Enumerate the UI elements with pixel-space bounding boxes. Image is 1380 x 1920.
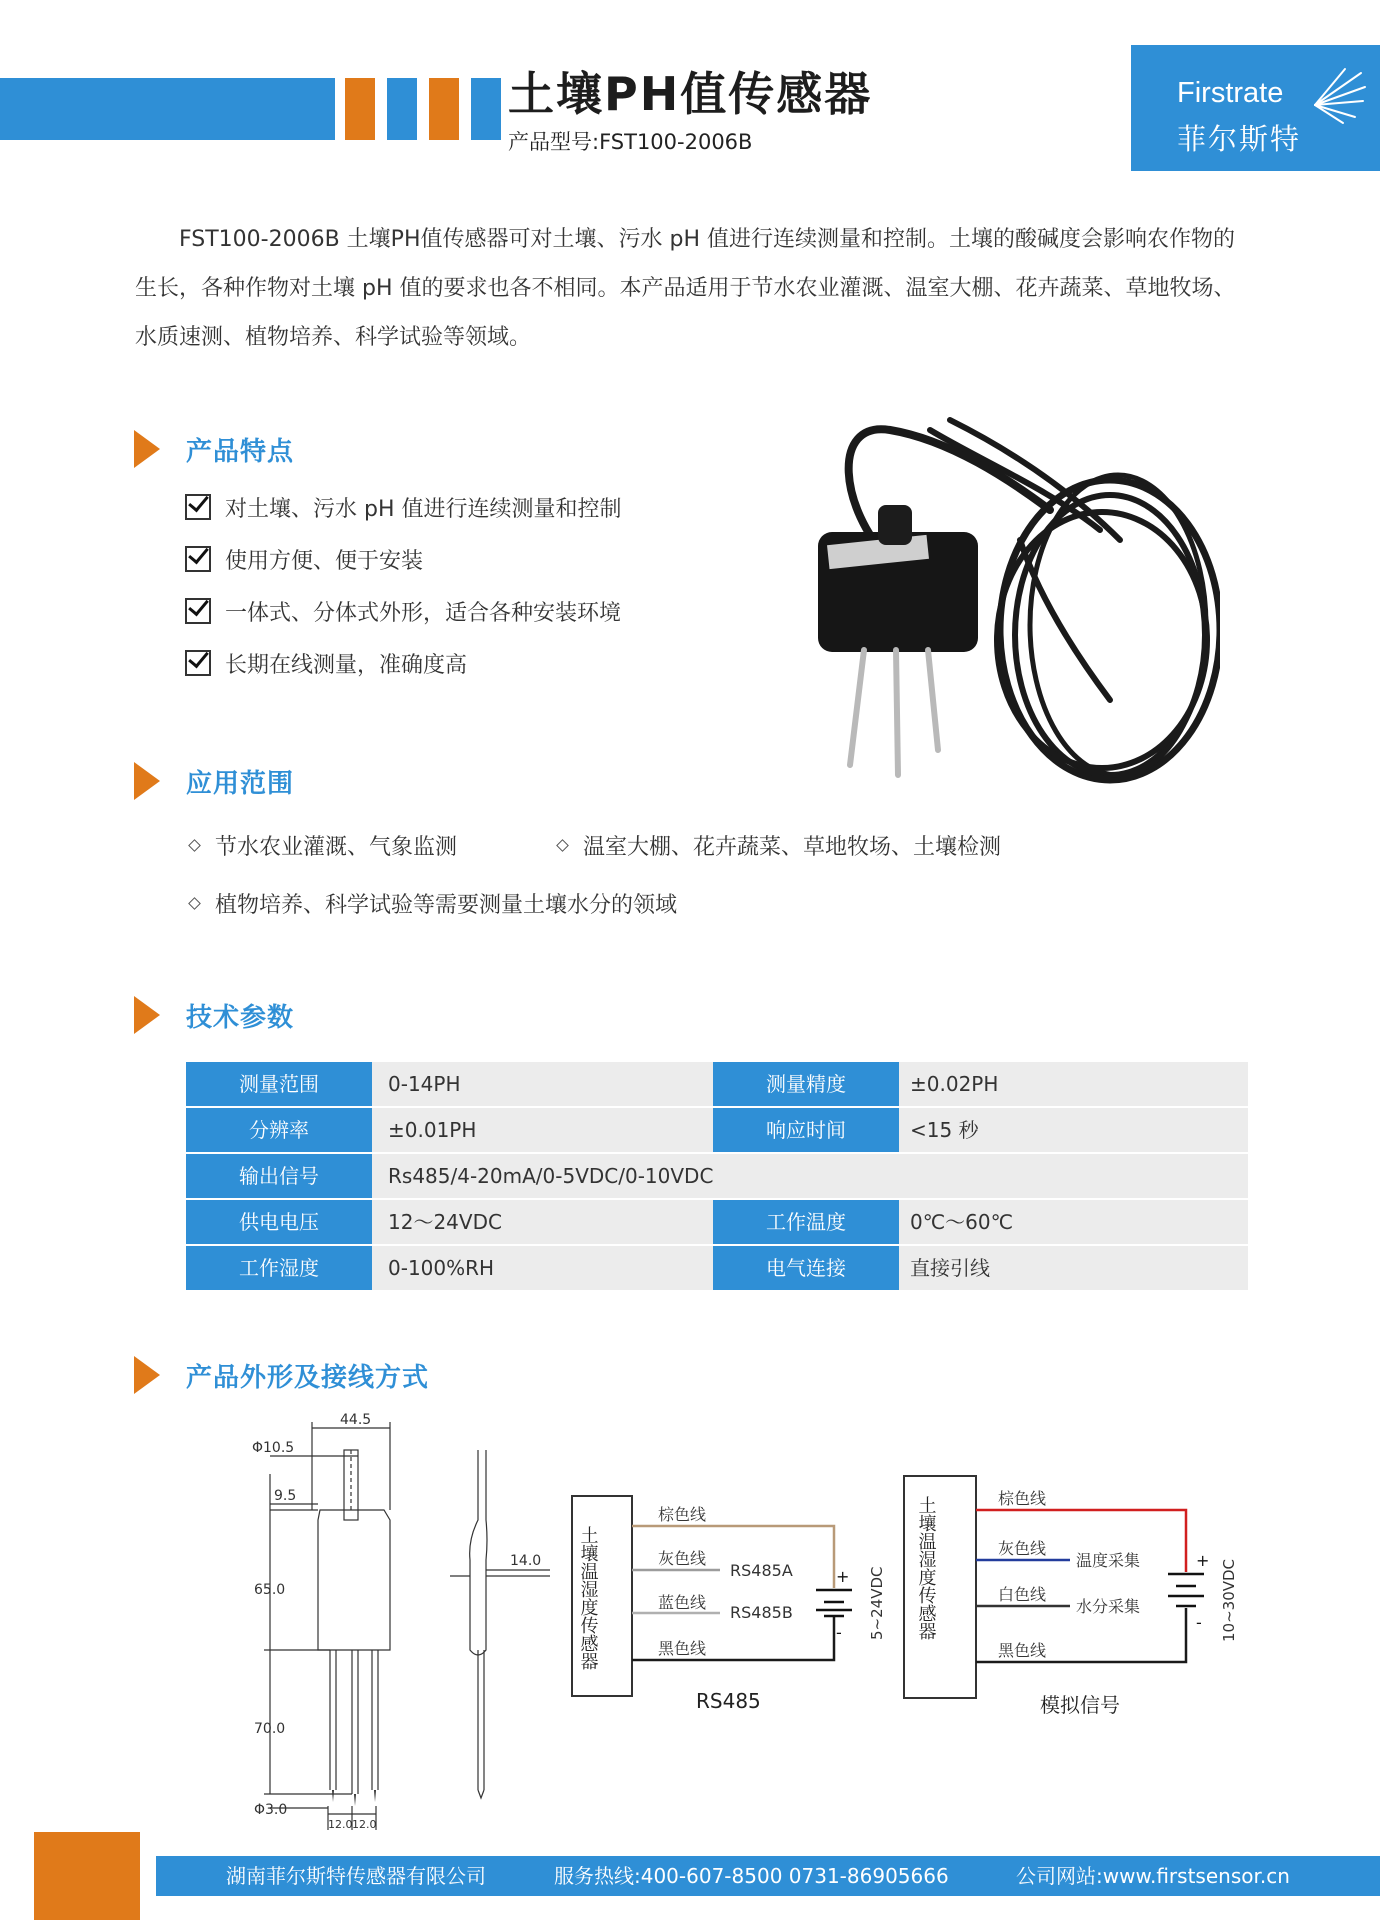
dim-pitch: 12.0 [352, 1818, 377, 1830]
header-accent-bar [0, 78, 335, 140]
spec-value: 0-14PH [388, 1072, 461, 1096]
dim-width: 44.5 [340, 1412, 372, 1428]
signal-label: RS485A [730, 1561, 793, 1580]
checkbox-icon [185, 598, 211, 624]
table-row [186, 1246, 1248, 1290]
spec-label: 电气连接 [713, 1246, 899, 1290]
spec-value: 直接引线 [910, 1256, 990, 1280]
dim-probe-diameter: Φ3.0 [254, 1802, 288, 1818]
footer-bar [156, 1856, 1380, 1896]
spec-table [186, 1062, 1248, 1292]
wire-label: 灰色线 [658, 1549, 707, 1568]
signal-label: RS485B [730, 1603, 793, 1622]
table-row [186, 1062, 1248, 1106]
dim-probe-length: 70.0 [254, 1721, 286, 1737]
section-title-applications: 应用范围 [186, 769, 295, 799]
minus-sign: - [1196, 1613, 1202, 1632]
section-title-wiring: 产品外形及接线方式 [186, 1363, 430, 1393]
section-arrow-icon [134, 762, 160, 800]
spec-label: 输出信号 [186, 1154, 372, 1198]
diamond-bullet-icon [188, 897, 201, 910]
spec-value: Rs485/4-20mA/0-5VDC/0-10VDC [388, 1164, 714, 1188]
application-item: 植物培养、科学试验等需要测量土壤水分的领域 [190, 888, 677, 919]
wire-label: 棕色线 [658, 1505, 707, 1524]
wire-label: 黑色线 [998, 1641, 1047, 1660]
checkbox-icon [185, 650, 211, 676]
plus-sign: + [1196, 1551, 1210, 1570]
dim-body-height: 65.0 [254, 1582, 286, 1598]
feature-item: 长期在线测量，准确度高 [185, 648, 467, 679]
feature-item: 一体式、分体式外形，适合各种安装环境 [185, 596, 621, 627]
header-stripe [345, 78, 375, 140]
signal-label: 水分采集 [1076, 1597, 1141, 1616]
brand-logo [1131, 45, 1380, 171]
wire-label: 灰色线 [998, 1539, 1047, 1558]
product-model: 产品型号:FST100-2006B [508, 130, 753, 154]
application-item: 节水农业灌溉、气象监测 [190, 830, 457, 861]
section-arrow-icon [134, 430, 160, 468]
spec-value: 12～24VDC [388, 1210, 502, 1234]
plus-sign: + [836, 1567, 850, 1586]
intro-paragraph: FST100-2006B 土壤PH值传感器可对土壤、污水 pH 值进行连续测量和控制。土壤的酸碱度会影响农作物的生长，各种作物对土壤 pH 值的要求也各不相同。本产品适用于节水农业灌溉、温室大棚、花卉蔬菜、草地牧场、水质速测、植物培养、科学试验等领域。 [135, 227, 1236, 350]
minus-sign: - [836, 1623, 842, 1642]
dim-cable-diameter: Φ10.5 [252, 1440, 295, 1456]
logo-english: Firstrate [1177, 77, 1284, 109]
supply-voltage: 5~24VDC [868, 1566, 886, 1640]
wire-label: 蓝色线 [658, 1593, 707, 1612]
analog-wiring-diagram [900, 1460, 1240, 1730]
header-stripe [471, 78, 501, 140]
spec-label: 响应时间 [713, 1108, 899, 1152]
spec-label: 测量精度 [713, 1062, 899, 1106]
section-arrow-icon [134, 1356, 160, 1394]
page-title: 土壤PH值传感器 [508, 67, 873, 121]
spec-value: 0-100%RH [388, 1256, 495, 1280]
signal-label: 温度采集 [1076, 1551, 1141, 1570]
product-photo [780, 400, 1220, 790]
sensor-box-label: 土壤温湿度传感器 [577, 1526, 599, 1670]
wire-label: 白色线 [998, 1585, 1047, 1604]
wire-label: 棕色线 [998, 1489, 1047, 1508]
footer-company: 湖南菲尔斯特传感器有限公司 [226, 1864, 486, 1888]
section-title-specs: 技术参数 [186, 1003, 295, 1033]
spec-value: ±0.01PH [388, 1118, 477, 1142]
spec-value: ±0.02PH [910, 1072, 999, 1096]
wire-label: 黑色线 [658, 1639, 707, 1658]
application-item: 温室大棚、花卉蔬菜、草地牧场、土壤检测 [558, 830, 1001, 861]
supply-voltage: 10~30VDC [1220, 1558, 1238, 1642]
dim-thickness: 14.0 [510, 1553, 542, 1569]
footer-hotline: 服务热线:400-607-8500 0731-86905666 [554, 1864, 949, 1888]
spec-value: <15 秒 [910, 1118, 979, 1142]
diagram-caption: 模拟信号 [1040, 1693, 1120, 1717]
diamond-bullet-icon [188, 839, 201, 852]
diamond-bullet-icon [556, 839, 569, 852]
table-row [186, 1200, 1248, 1244]
checkbox-icon [185, 494, 211, 520]
sensor-box-label: 土壤温湿度传感器 [915, 1496, 937, 1640]
dim-pitch: 12.0 [328, 1818, 353, 1830]
footer-accent-square [34, 1832, 140, 1920]
spec-label: 工作湿度 [186, 1246, 372, 1290]
spec-label: 测量范围 [186, 1062, 372, 1106]
spec-value: 0℃～60℃ [910, 1210, 1014, 1234]
starburst-icon [1307, 65, 1367, 125]
feature-item: 使用方便、便于安装 [185, 544, 423, 575]
table-row [186, 1154, 1248, 1198]
dim-cap-height: 9.5 [274, 1488, 297, 1504]
logo-chinese: 菲尔斯特 [1177, 122, 1302, 156]
spec-label: 供电电压 [186, 1200, 372, 1244]
section-arrow-icon [134, 996, 160, 1034]
header-stripe [387, 78, 417, 140]
rs485-wiring-diagram [570, 1470, 890, 1730]
feature-item: 对土壤、污水 pH 值进行连续测量和控制 [185, 492, 622, 523]
diagram-caption: RS485 [696, 1689, 761, 1713]
spec-label: 分辨率 [186, 1108, 372, 1152]
spec-label: 工作温度 [713, 1200, 899, 1244]
checkbox-icon [185, 546, 211, 572]
footer-website[interactable]: 公司网站:www.firstsensor.cn [1016, 1864, 1290, 1888]
section-title-features: 产品特点 [186, 437, 295, 467]
table-row [186, 1108, 1248, 1152]
header-stripe [429, 78, 459, 140]
dimension-drawing [240, 1410, 560, 1830]
